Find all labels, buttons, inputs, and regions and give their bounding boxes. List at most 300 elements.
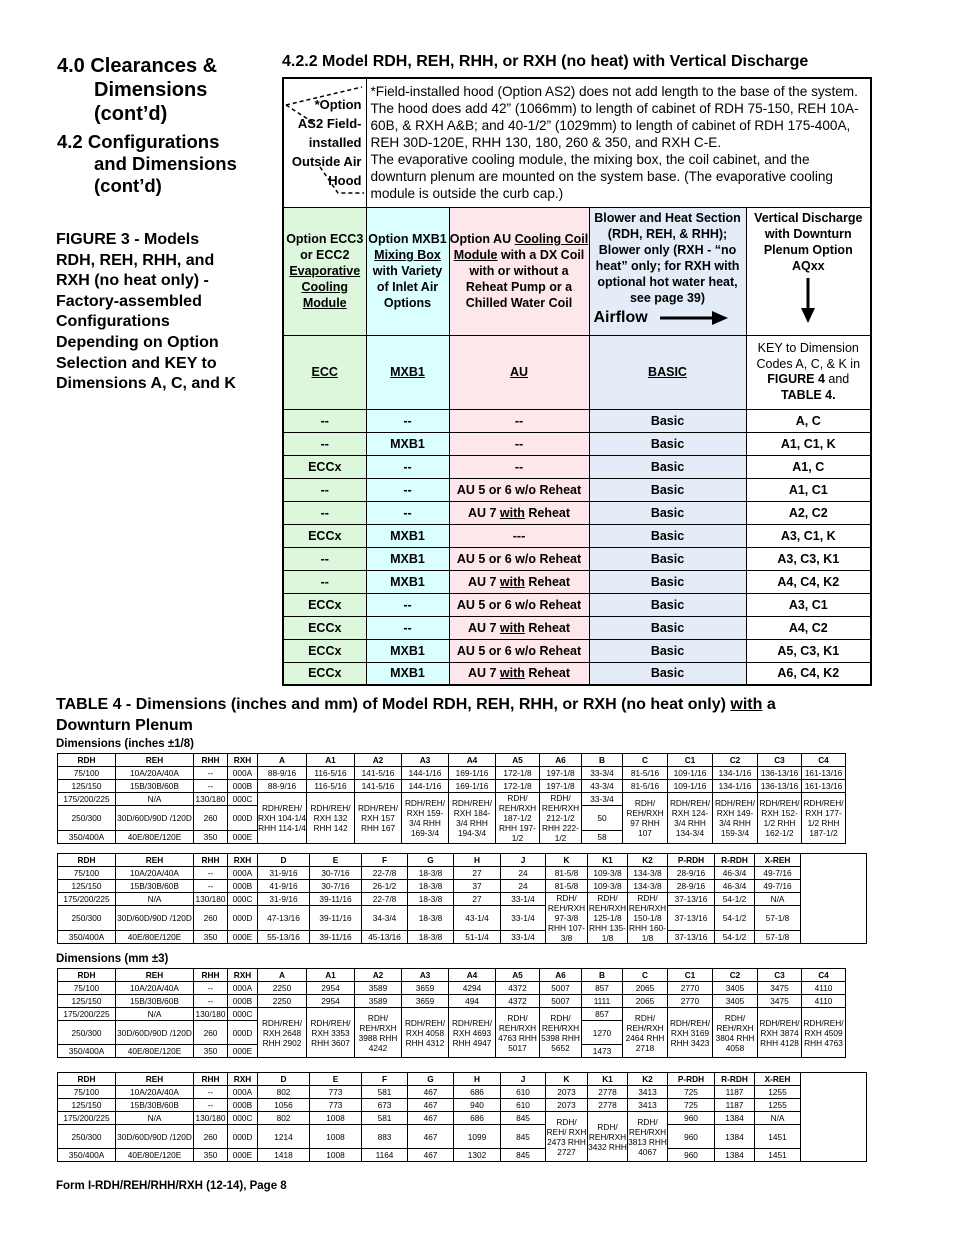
dim-value-cell: 161-13/16 [802,780,846,793]
config-cell: -- [449,432,589,455]
model-reh-cell: 15B/30B/60B [116,995,194,1008]
code-ecc: ECC [283,335,366,409]
model-rhh-cell: 260 [194,906,228,930]
model-rxh-cell: 000B [228,995,258,1008]
model-reh-cell: N/A [116,1112,194,1125]
dim-value-cell: 1008 [310,1112,362,1125]
config-cell: AU 5 or 6 w/o Reheat [449,547,589,570]
model-rhh-cell: 350 [194,1149,228,1162]
dim-value-cell: 37 [454,880,501,893]
dim-merged-cell: RDH/REH/ RXH 3353 RHH 3607 [307,1008,355,1058]
model-rhh-cell: 350 [194,930,228,943]
model-rhh-cell: -- [194,1099,228,1112]
dim-value-cell: 33-1/4 [501,930,546,943]
dim-header-cell: RHH [194,1073,228,1086]
dim-header-cell: A [258,754,307,767]
model-rxh-cell: 000C [228,893,258,906]
model-rxh-cell: 000C [228,1008,258,1021]
model-rxh-cell: 000A [228,1086,258,1099]
model-rxh-cell: 000A [228,767,258,780]
dim-header-cell: REH [116,969,194,982]
dim-merged-cell: RDH/REH/ RXH 3874 RHH 4128 [758,1008,802,1058]
dim-value-cell: 1008 [310,1125,362,1149]
model-reh-cell: N/A [116,793,194,806]
dim-value-cell: 18-3/8 [408,867,454,880]
blower-header-text: Blower and Heat Section (RDH, REH, & RHH); Blower only (RXH - “no heat” only; for RXH with optional hot water heat, see page 39) [594,210,741,305]
dim-header-cell: P-RDH [668,1073,715,1086]
dim-value-cell: 169-1/16 [449,767,496,780]
dim-value-cell: 2073 [546,1099,588,1112]
model-rdh-cell: 125/150 [58,880,116,893]
ecc-option-header: Option ECC3 or ECC2 Evaporative Cooling Module [283,207,366,335]
dim-header-cell: F [362,1073,408,1086]
model-rxh-cell: 000A [228,867,258,880]
code-basic: BASIC [589,335,746,409]
figure-title-line: FIGURE 3 - Models [56,231,200,248]
dim-row [58,1149,867,1162]
hood-label: *Option AS2 Field-installed Outside Air Hood [291,97,362,189]
dim-value-cell: 4372 [496,995,540,1008]
model-rdh-cell: 175/200/225 [58,893,116,906]
key-note: KEY to Dimension Codes A, C, & K in FIGURE 4 and TABLE 4. [746,335,871,409]
model-rxh-cell: 000D [228,1021,258,1045]
dim-value-cell: 2954 [307,995,355,1008]
dim-row [58,995,846,1008]
dim-value-cell: 197-1/8 [540,767,582,780]
dim-header-cell: K1 [588,854,628,867]
dim-merged-cell: RDH/REH/ RXH 177-1/2 RHH 187-1/2 [802,793,846,844]
dim-merged-cell: RDH/ REH/RXH 212-1/2 RHH 222-1/2 [540,793,582,844]
dim-value-cell: 845 [501,1125,546,1149]
config-cell: A1, C [746,455,871,478]
dim-header-row [58,969,846,982]
dim-header-row [58,754,846,767]
model-rhh-cell: 130/180 [195,894,226,905]
dim-merged-cell: RDH/ REH/RXH 2464 RHH 2718 [623,1008,668,1058]
dim-value-cell: 144-1/16 [402,767,449,780]
dim-value-cell: 802 [258,1086,310,1099]
config-row [283,639,871,662]
config-cell: A3, C3, K1 [746,547,871,570]
mm-table-1 [57,968,846,1058]
model-rhh-cell: -- [194,995,228,1008]
dim-value-cell: 2778 [588,1099,628,1112]
dim-value-cell: 1418 [258,1149,310,1162]
dim-header-cell: RHH [194,754,228,767]
config-cell: MXB1 [366,639,449,662]
dim-header-cell: F [362,854,408,867]
model-rhh-cell: 130/180 [195,1009,226,1019]
dim-value-cell: 940 [454,1099,501,1112]
dim-header-cell: C1 [668,969,713,982]
config-cell: Basic [589,455,746,478]
dim-value-cell: 43-3/4 [582,780,623,793]
subsection-title [57,131,277,197]
dim-value-cell: 18-3/8 [408,880,454,893]
dim-header-cell: C3 [758,754,802,767]
dim-value-cell: 28-9/16 [668,880,715,893]
config-row [283,455,871,478]
code-au: AU [449,335,589,409]
dim-header-cell: P-RDH [668,854,715,867]
dim-value-cell: 136-13/16 [758,780,802,793]
dim-value-cell: 4372 [496,982,540,995]
config-row [283,409,871,432]
config-row [283,593,871,616]
dim-value-cell: 49-7/16 [755,867,801,880]
dim-value-cell: 81-5/16 [623,780,668,793]
au-option-header: Option AU Cooling Coil Module with a DX Coil with or without a Reheat Pump or a Chilled Water Coil [449,207,589,335]
dim-empty-cell [801,854,867,944]
dim-value-cell: 857 [582,982,623,995]
dim-value-cell: 57-1/8 [755,906,801,930]
dim-value-cell: 773 [310,1086,362,1099]
dim-header-cell: RDH [58,969,116,982]
blower-header [589,207,746,335]
dim-value-cell: 30-7/16 [310,867,362,880]
model-rxh-cell: 000B [228,780,258,793]
dim-value-cell: 45-13/16 [362,930,408,943]
dim-value-cell: 172-1/8 [496,767,540,780]
dim-value-cell: 41-9/16 [258,880,310,893]
model-rxh-cell: 000D [228,806,258,830]
dim-value-cell: 57-1/8 [755,930,801,943]
config-cell: -- [366,593,449,616]
config-cell: -- [283,570,366,593]
figure-title [56,230,271,395]
dim-header-cell: J [501,1073,546,1086]
heading-422: 4.2.2 Model RDH, REH, RHH, or RXH (no heat) with Vertical Discharge [282,53,809,70]
dim-value-cell: 22-7/8 [362,893,408,906]
model-rhh-cell: -- [194,767,228,780]
config-cell: AU 5 or 6 w/o Reheat [449,478,589,501]
config-cell: Basic [589,639,746,662]
dim-value-cell: 109-3/8 [588,867,628,880]
dim-value-cell: 18-3/8 [408,906,454,930]
dim-row [58,930,867,943]
config-cell: Basic [589,616,746,639]
dim-header-cell: C2 [713,969,758,982]
model-rdh-cell: 250/300 [58,906,116,930]
config-cell: A1, C1, K [746,432,871,455]
dim-header-cell: C2 [713,754,758,767]
config-cell: Basic [589,478,746,501]
inches-label: Dimensions (inches ±1/8) [56,738,194,750]
section-title-line: 4.0 Clearances & [57,55,218,77]
dim-merged-cell: RDH/REH/ RXH 104-1/4 RHH 114-1/4 [258,793,307,844]
dim-header-row [58,1073,867,1086]
dim-row [58,1008,846,1021]
dim-header-cell: A4 [449,969,496,982]
config-cell: Basic [589,409,746,432]
dim-value-cell: 610 [501,1099,546,1112]
dim-header-cell: H [454,1073,501,1086]
dim-value-cell: 109-3/8 [588,880,628,893]
figure-title-line: Configurations [56,313,170,331]
dim-header-cell: H [454,854,501,867]
dim-merged-cell: RDH/REH/ RXH 4058 RHH 4312 [402,1008,449,1058]
dim-header-cell: B [582,754,623,767]
dim-merged-cell: RDH/ REH/ RXH 2473 RHH 2727 [546,1112,588,1162]
section-title-line: (cont’d) [94,103,168,125]
dim-header-cell: C4 [802,754,846,767]
config-cell: A, C [746,409,871,432]
dim-header-cell: E [310,854,362,867]
dim-value-cell: 2954 [307,982,355,995]
dim-merged-cell: RDH/ REH/RXH 3432 RHH [588,1112,628,1162]
section-title [57,54,277,126]
config-cell: Basic [589,593,746,616]
dim-value-cell: 197-1/8 [540,780,582,793]
config-cell: MXB1 [366,432,449,455]
dim-value-cell: 33-3/4 [582,793,623,806]
dim-header-cell: A6 [540,754,582,767]
dim-row [58,906,867,930]
model-rhh-cell: -- [194,982,228,995]
model-rhh-cell: -- [194,880,228,893]
config-cell: -- [283,478,366,501]
dim-merged-cell: RDH/ REH/RXH 125-1/8 RHH 135-1/8 [588,893,627,943]
dim-value-cell: 1187 [715,1086,755,1099]
model-rdh-cell: 250/300 [58,806,116,830]
dim-value-cell: 33-1/4 [501,893,546,906]
config-cell: -- [366,409,449,432]
dim-header-cell: B [582,969,623,982]
dim-merged-cell: RDH/REH/ RXH 132 RHH 142 [307,793,355,844]
dim-value-cell: 28-9/16 [668,867,715,880]
dim-header-cell: RXH [228,969,258,982]
dim-value-cell: 30-7/16 [310,880,362,893]
figure-title-line: RDH, REH, RHH, and [56,251,215,269]
dim-value-cell: 960 [668,1112,715,1125]
model-rxh-cell: 000E [228,830,258,843]
dim-value-cell: 46-3/4 [715,880,755,893]
subsection-title-line: and Dimensions [94,153,237,174]
dim-value-cell: 5007 [540,982,582,995]
dim-header-cell: R-RDH [715,1073,755,1086]
dim-value-cell: 773 [310,1099,362,1112]
dim-header-cell: C4 [802,969,846,982]
config-cell-with-reheat: AU 7 with Reheat [449,616,589,639]
config-cell: MXB1 [366,547,449,570]
dim-value-cell: 3659 [402,995,449,1008]
model-rxh-cell: 000A [228,982,258,995]
model-reh-cell: 30D/60D/90D /120D [116,906,194,930]
config-cell: -- [449,409,589,432]
dim-header-cell: C [623,969,668,982]
dim-merged-cell: RDH/ REH/RXH 150-1/8 RHH 160-1/8 [628,893,667,943]
config-cell: Basic [589,501,746,524]
dim-value-cell: 2065 [623,982,668,995]
model-rdh-cell: 250/300 [58,1021,116,1045]
model-rhh-cell: 130/180 [195,794,226,805]
config-cell-with-reheat: AU 7 with Reheat [449,662,589,685]
config-cell: MXB1 [366,524,449,547]
model-rdh-cell: 175/200/225 [58,1008,116,1021]
dim-value-cell: 81-5/8 [546,867,588,880]
config-cell: A1, C1 [746,478,871,501]
dim-value-cell: 54-1/2 [715,930,755,943]
model-rhh-cell: 130/180 [195,1113,226,1123]
config-cell: A4, C4, K2 [746,570,871,593]
model-reh-cell: 40E/80E/120E [116,1149,194,1162]
code-mxb: MXB1 [366,335,449,409]
dim-value-cell: 37-13/16 [668,906,715,930]
airflow-arrow-icon [660,310,730,326]
dim-value-cell: 1473 [582,1045,623,1058]
dim-header-cell: K2 [628,854,668,867]
dim-value-cell: 467 [408,1086,454,1099]
hood-note: *Field-installed hood (Option AS2) does not add length to the base of the system. The hood does add 42” (1066mm) to length of cabinet of RDH 75-150, REH 10A-60B, & RXH A&B; and 40-1/2” (1029mm) to length of cabinet of RDH 175-400A, REH 30D-120E, RHH 130, 180, 260 & 350, and RXH C-E. [370,84,859,150]
dim-header-cell: E [310,1073,362,1086]
down-arrow-icon [798,278,818,324]
dim-merged-cell: RDH/REH/ RXH 157 RHH 167 [355,793,402,844]
config-row [283,524,871,547]
dim-value-cell: 3589 [355,982,402,995]
dim-header-cell: K1 [588,1073,628,1086]
figure-title-line: Selection and KEY to [56,354,217,372]
footer: Form I-RDH/REH/RHH/RXH (12-14), Page 8 [56,1180,287,1192]
dim-value-cell: 1255 [755,1086,801,1099]
config-cell: -- [366,616,449,639]
config-cell: --- [449,524,589,547]
dim-value-cell: 725 [668,1086,715,1099]
dim-value-cell: 54-1/2 [715,906,755,930]
dim-value-cell: 50 [582,806,623,830]
dim-value-cell: 172-1/8 [496,780,540,793]
dim-value-cell: 686 [454,1112,501,1125]
dim-value-cell: 1255 [755,1099,801,1112]
config-cell: Basic [589,524,746,547]
model-rdh-cell: 75/100 [58,767,116,780]
dim-value-cell: 3405 [713,982,758,995]
dim-value-cell: 144-1/16 [402,780,449,793]
model-rdh-cell: 75/100 [58,982,116,995]
model-rhh-cell: 350 [194,830,228,843]
dim-value-cell: 686 [454,1086,501,1099]
config-cell: ECCx [283,616,366,639]
dim-value-cell: 116-5/16 [307,780,355,793]
dim-header-cell: K [546,1073,588,1086]
model-rdh-cell: 125/150 [58,995,116,1008]
dim-value-cell: 169-1/16 [449,780,496,793]
model-rdh-cell: 175/200/225 [58,1112,116,1125]
model-rdh-cell: 125/150 [58,1099,116,1112]
config-cell: MXB1 [366,570,449,593]
subsection-title-line: (cont’d) [94,175,162,196]
airflow-label: Airflow [590,310,746,326]
config-cell: -- [283,501,366,524]
hood-note-2: The evaporative cooling module, the mixing box, the coil cabinet, and the downturn plenum are mounted on the system base. (The evaporative cooling module is outside the curb cap.) [370,152,833,201]
dim-value-cell: 2073 [546,1086,588,1099]
dim-merged-cell: RDH/REH/ RXH 184-3/4 RHH 194-3/4 [449,793,496,844]
config-cell: -- [366,455,449,478]
dim-row [58,793,846,806]
dim-value-cell: 43-1/4 [454,906,501,930]
dim-value-cell: 39-11/16 [310,930,362,943]
config-cell: ECCx [283,662,366,685]
dim-value-cell: 494 [449,995,496,1008]
dim-value-cell: 134-3/8 [628,880,668,893]
dim-header-cell: G [408,1073,454,1086]
vertical-discharge-header [746,207,871,335]
dim-header-cell: REH [116,1073,194,1086]
config-cell: AU 5 or 6 w/o Reheat [449,639,589,662]
dim-row [58,893,867,906]
dim-value-cell: 27 [454,867,501,880]
model-rhh-cell: 260 [194,1125,228,1149]
dim-merged-cell: RDH/ REH/RXH 187-1/2 RHH 197-1/2 [496,793,540,844]
dim-merged-cell: RDH/REH/ RXH 159-3/4 RHH 169-3/4 [402,793,449,844]
dim-value-cell: 3589 [355,995,402,1008]
dim-header-cell: C1 [668,754,713,767]
dim-value-cell: 26-1/2 [362,880,408,893]
dim-value-cell: 34-3/4 [362,906,408,930]
dim-value-cell: 39-11/16 [310,906,362,930]
dim-value-cell: 3659 [402,982,449,995]
dim-value-cell: 81-5/16 [623,767,668,780]
model-rdh-cell: 350/400A [58,830,116,843]
dim-value-cell: 24 [501,880,546,893]
dim-value-cell: 134-3/8 [628,867,668,880]
dim-value-cell: 18-3/8 [408,930,454,943]
section-title-line: Dimensions [94,79,208,101]
dim-row [58,982,846,995]
dim-header-cell: RHH [194,969,228,982]
dim-value-cell: 1056 [258,1099,310,1112]
hood-note-cell [366,78,871,207]
dim-header-cell: A5 [496,754,540,767]
dim-header-row [58,854,867,867]
dim-value-cell: 1451 [755,1149,801,1162]
model-reh-cell: 30D/60D/90D /120D [116,806,194,830]
model-reh-cell: 15B/30B/60B [116,1099,194,1112]
config-cell-with-reheat: AU 7 with Reheat [449,501,589,524]
dim-value-cell: 960 [668,1125,715,1149]
model-reh-cell: 10A/20A/40A [116,1086,194,1099]
dim-merged-cell: RDH/ REH/RXH 3804 RHH 4058 [713,1008,758,1058]
dim-merged-cell: RDH/ REH/RXH 4763 RHH 5017 [496,1008,540,1058]
dim-value-cell: 58 [582,830,623,843]
dim-value-cell: 802 [258,1112,310,1125]
model-rxh-cell: 000B [228,1099,258,1112]
dim-value-cell: 109-1/16 [668,767,713,780]
dim-header-cell: A [258,969,307,982]
model-reh-cell: 30D/60D/90D /120D [116,1021,194,1045]
config-cell: Basic [589,432,746,455]
dim-header-cell: K [546,854,588,867]
dim-value-cell: 27 [454,893,501,906]
model-reh-cell: 10A/20A/40A [116,867,194,880]
model-reh-cell: N/A [116,893,194,906]
config-cell: ECCx [283,455,366,478]
config-cell: A4, C2 [746,616,871,639]
dim-value-cell: 845 [501,1149,546,1162]
config-cell: Basic [589,547,746,570]
dim-value-cell: 33-1/4 [501,906,546,930]
dim-header-cell: A2 [355,754,402,767]
dim-value-cell: 24 [501,867,546,880]
dim-value-cell: 581 [362,1086,408,1099]
dim-row [58,1125,867,1149]
mm-label: Dimensions (mm ±3) [56,953,169,965]
dim-value-cell: 883 [362,1125,408,1149]
dim-value-cell: 1451 [755,1125,801,1149]
hood-label-cell [283,78,366,207]
dim-value-cell: 2770 [668,982,713,995]
inches-table-1 [57,753,846,844]
dim-value-cell: 3413 [628,1086,668,1099]
